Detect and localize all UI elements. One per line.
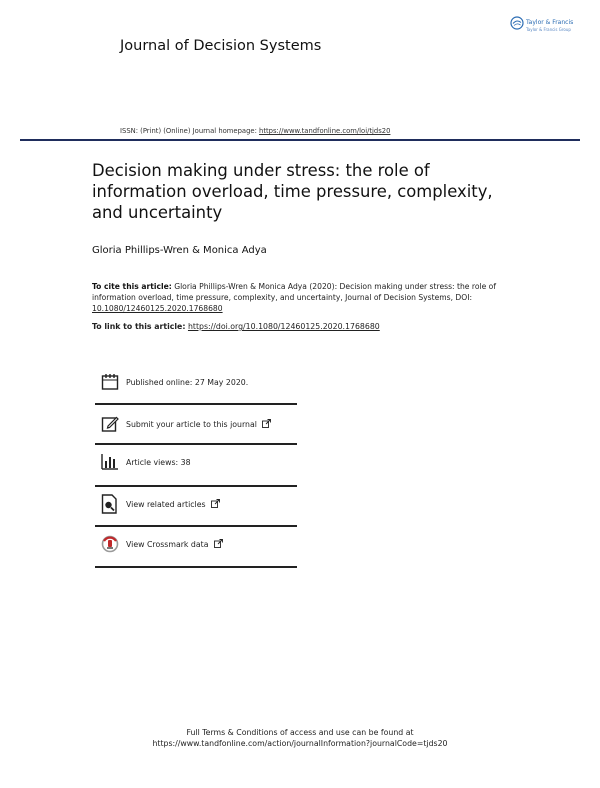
- terms-link[interactable]: https://www.tandfonline.com/action/journalInformation?journalCode=tjds20: [152, 739, 448, 748]
- link-label: To link to this article:: [92, 322, 186, 331]
- meta-divider: [95, 566, 297, 568]
- submit-article-row[interactable]: [95, 404, 297, 444]
- external-link-icon: [262, 419, 271, 428]
- article-doi-url[interactable]: https://doi.org/10.1080/12460125.2020.1768680: [187, 322, 380, 331]
- issn-line: [120, 127, 390, 135]
- publisher-logo-icon: [510, 16, 524, 30]
- publisher-logo-name: Taylor & Francis: [526, 19, 574, 26]
- issn-label: ISSN: (Print) (Online) Journal homepage:: [120, 127, 260, 135]
- published-online-label: Published online: 27 May 2020.: [126, 377, 249, 387]
- cite-label: To cite this article:: [92, 282, 172, 291]
- article-link-line: [92, 322, 380, 331]
- citation-block: [92, 281, 502, 314]
- related-articles-label[interactable]: [126, 499, 220, 509]
- crossmark-row[interactable]: [95, 524, 297, 564]
- cite-text: Gloria Phillips-Wren & Monica Adya (2020): Decision making under stress: the role of information overload, time pressure, complexity, and uncertainty, Journal of Decision Systems, DOI:: [92, 282, 496, 302]
- journal-homepage-link[interactable]: https://www.tandfonline.com/loi/tjds20: [259, 127, 391, 135]
- publisher-logo-group: Taylor & Francis Group: [526, 27, 571, 32]
- related-articles-row[interactable]: [95, 484, 297, 524]
- submit-article-text[interactable]: Submit your article to this journal: [126, 420, 257, 429]
- article-views-label: Article views: 38: [126, 457, 191, 467]
- calendar-icon: [99, 371, 121, 393]
- doi-link[interactable]: 10.1080/12460125.2020.1768680: [92, 304, 223, 313]
- terms-footer: [0, 727, 600, 749]
- submit-article-label[interactable]: [126, 419, 271, 429]
- journal-title: Journal of Decision Systems: [120, 38, 322, 54]
- external-link-icon: [214, 539, 223, 548]
- document-search-icon: [99, 493, 121, 515]
- publisher-logo[interactable]: [510, 16, 586, 38]
- external-link-icon: [211, 499, 220, 508]
- crossmark-text[interactable]: View Crossmark data: [126, 540, 209, 549]
- crossmark-icon: [99, 533, 121, 555]
- bar-chart-icon: [99, 451, 121, 473]
- article-views-row: [95, 442, 297, 482]
- article-title: Decision making under stress: the role of information overload, time pressure, complexity, and uncertainty: [92, 161, 493, 222]
- header-rule: [20, 139, 580, 141]
- related-articles-text[interactable]: View related articles: [126, 500, 206, 509]
- crossmark-label[interactable]: [126, 539, 223, 549]
- published-online-row: [95, 362, 297, 402]
- edit-icon: [99, 413, 121, 435]
- article-authors: Gloria Phillips-Wren & Monica Adya: [92, 245, 267, 256]
- terms-text: Full Terms & Conditions of access and use can be found at: [186, 728, 414, 737]
